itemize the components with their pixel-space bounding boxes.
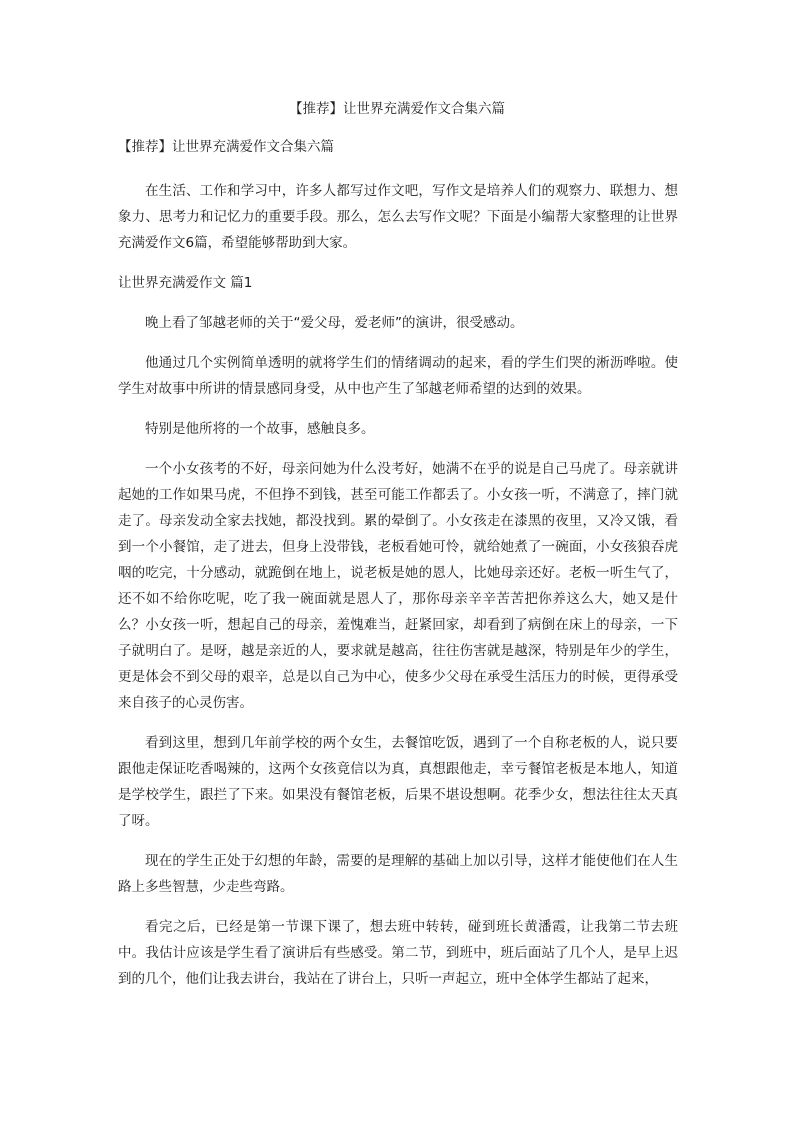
body-paragraph: 晚上看了邹越老师的关于“爱父母，爱老师”的演讲，很受感动。: [145, 315, 524, 331]
body-paragraph: 一个小女孩考的不好，母亲问她为什么没考好，她满不在乎的说是自己马虎了。母亲就讲起她的工作如果马虎，不但挣不到钱，甚至可能工作都丢了。小女孩一听，不满意了，摔门就走了。母亲发动全家去找她，都没找到。累的晕倒了。小女孩走在漆黑的夜里，又冷又饿，看到一个小餐馆，走了进去，但身上没带钱，老板看她可怜，就给她煮了一碗面，小女孩狼吞虎咽的吃完，十分感动，就跪倒在地上，说老板是她的恩人，比她母亲还好。老板一听生气了，还不如不给你吃呢，吃了我一碗面就是恩人了，那你母亲辛辛苦苦把你养这么大，她又是什么？小女孩一听，想起自己的母亲，羞愧难当，赶紧回家，却看到了病倒在床上的母亲，一下子就明白了。是呀，越是亲近的人，要求就是越高，往往伤害就是越深，特别是年少的学生，更是体会不到父母的艰辛，总是以自己为中心，使多少父母在承受生活压力的时候，更得承受来自孩子的心灵伤害。: [118, 461, 678, 711]
section-heading: 让世界充满爱作文 篇1: [118, 275, 253, 291]
body-paragraph: 特别是他所将的一个故事，感触良多。: [145, 421, 375, 437]
intro-paragraph: 在生活、工作和学习中，许多人都写过作文吧，写作文是培养人们的观察力、联想力、想象力、思考力和记忆力的重要手段。那么，怎么去写作文呢？下面是小编帮大家整理的让世界充满爱作文6篇，希望能够帮助到大家。: [118, 183, 678, 251]
document-body: [118, 134, 678, 1006]
page-header-title: 【推荐】让世界充满爱作文合集六篇: [289, 101, 505, 117]
body-paragraph: 他通过几个实例简单透明的就将学生们的情绪调动的起来，看的学生们哭的淅沥哗啦。使学生对故事中所讲的情景感同身受，从中也产生了邹越老师希望的达到的效果。: [118, 355, 678, 397]
body-paragraph: 现在的学生正处于幻想的年龄，需要的是理解的基础上加以引导，这样才能使他们在人生路上多些智慧，少走些弯路。: [118, 853, 678, 895]
body-paragraph: 看到这里，想到几年前学校的两个女生，去餐馆吃饭，遇到了一个自称老板的人，说只要跟他走保证吃香喝辣的，这两个女孩竟信以为真，真想跟他走，幸亏餐馆老板是本地人，知道是学校学生，跟拦了下来。如果没有餐馆老板，后果不堪设想啊。花季少女，想法往往太天真了呀。: [118, 735, 678, 829]
body-paragraph: 看完之后，已经是第一节课下课了，想去班中转转，碰到班长黄潘霞，让我第二节去班中。我估计应该是学生看了演讲后有些感受。第二节，到班中，班后面站了几个人，是早上迟到的几个，他们让我去讲台，我站在了讲台上，只听一声起立，班中全体学生都站了起来，: [118, 919, 678, 987]
document-title: 【推荐】让世界充满爱作文合集六篇: [118, 139, 334, 155]
